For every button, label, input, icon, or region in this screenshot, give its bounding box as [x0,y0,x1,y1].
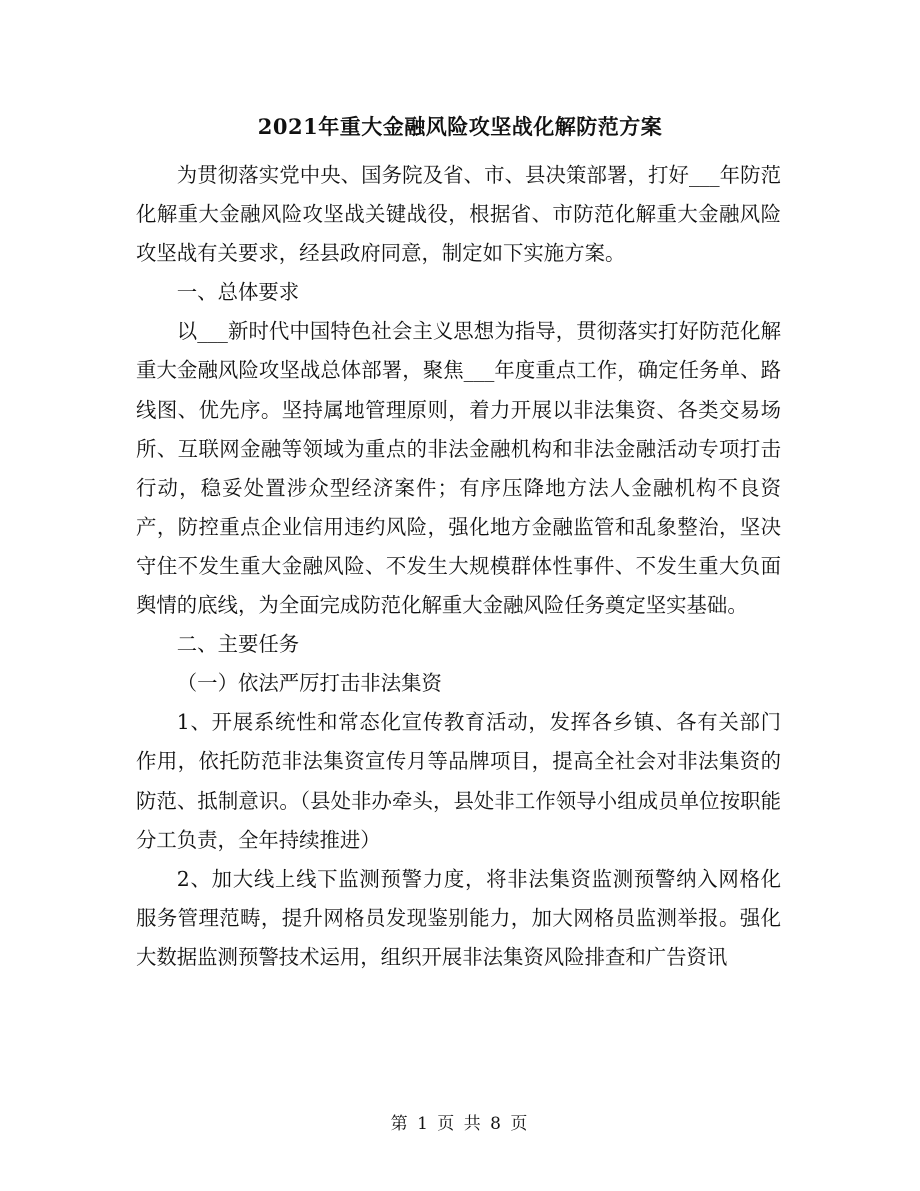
document-body [136,156,781,977]
paragraph-general-requirements: 以___新时代中国特色社会主义思想为指导，贯彻落实打好防范化解重大金融风险攻坚战总体部署，聚焦___年度重点工作，确定任务单、路线图、优先序。坚持属地管理原则，着力开展以非法集资、各类交易场所、互联网金融等领域为重点的非法金融机构和非法金融活动专项打击行动，稳妥处置涉众型经济案件；有序压降地方法人金融机构不良资产，防控重点企业信用违约风险，强化地方金融监管和乱象整治，坚决守住不发生重大金融风险、不发生大规模群体性事件、不发生重大负面舆情的底线，为全面完成防范化解重大金融风险任务奠定坚实基础。 [136,319,781,618]
paragraph-task-2: 2、加大线上线下监测预警力度，将非法集资监测预警纳入网格化服务管理范畴，提升网格员发现鉴别能力，加大网格员监测举报。强化大数据监测预警技术运用，组织开展非法集资风险排查和广告资讯 [136,866,781,969]
subheading-illegal-fundraising: （一）依法严厉打击非法集资 [176,671,442,696]
document-title: 2021年重大金融风险攻坚战化解防范方案 [257,114,663,139]
heading-main-tasks: 二、主要任务 [176,632,300,657]
paragraph-intro: 为贯彻落实党中央、国务院及省、市、县决策部署，打好___年防范化解重大金融风险攻坚战关键战役，根据省、市防范化解重大金融风险攻坚战有关要求，经县政府同意，制定如下实施方案。 [136,163,781,266]
paragraph-task-1: 1、开展系统性和常态化宣传教育活动，发挥各乡镇、各有关部门作用，依托防范非法集资宣传月等品牌项目，提高全社会对非法集资的防范、抵制意识。（县处非办牵头，县处非工作领导小组成员单位按职能分工负责，全年持续推进） [136,710,781,852]
page-number-footer: 第 1 页 共 8 页 [390,1114,530,1134]
heading-general-requirements: 一、总体要求 [176,280,300,305]
